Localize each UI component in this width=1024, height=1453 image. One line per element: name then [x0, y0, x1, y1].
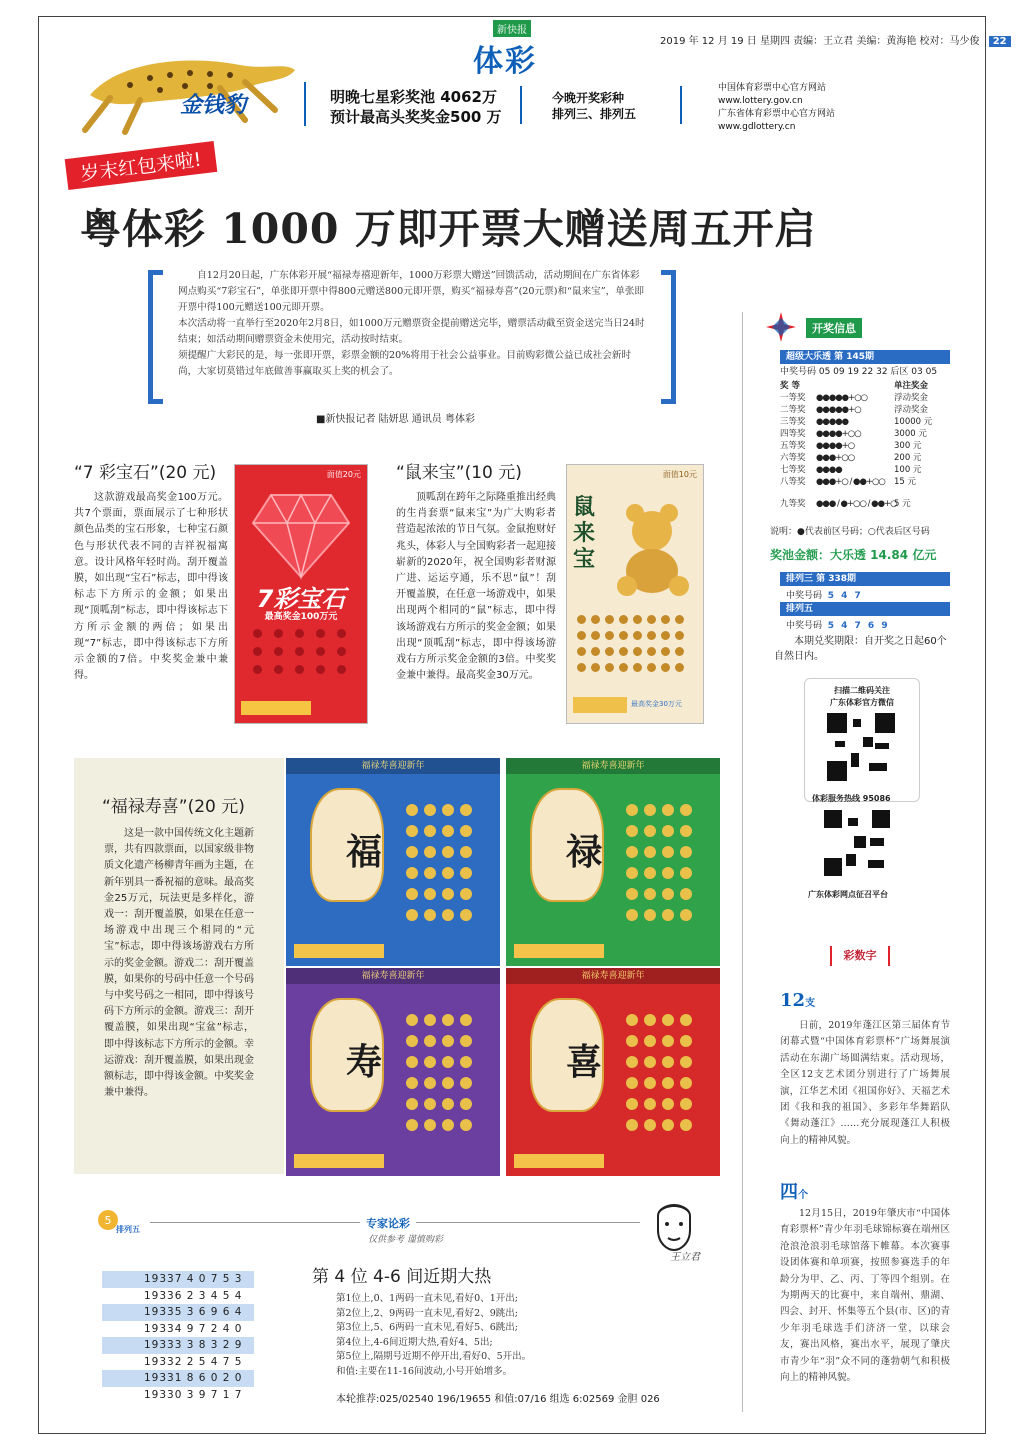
- number-value: 四: [780, 1182, 798, 1203]
- prize-balls: ●●●●●+○: [816, 405, 861, 415]
- analysis-line: 第3位上,5、6两码一直未见,看好5、6跳出;: [336, 1322, 518, 1333]
- prize-name: 二等奖: [780, 405, 806, 415]
- claim-period: 本期兑奖期限：自开奖之日起60个自然日内。: [774, 636, 947, 662]
- history-row: 19331 8 6 0 2 0: [102, 1370, 254, 1387]
- prize-row: [780, 428, 950, 440]
- article-body-fulu: 这是一款中国传统文化主题新票，共有四款票面，以国家级非物质文化遗产杨柳青年画为主题，在新年别具一番祝福的意味。最高奖金25万元，玩法更是多样化，游戏一：刮开覆盖膜，如果在任意一场游戏中出现三个相同的“元宝”标志，即中得该场游戏右方所示的奖金金额。游戏二：刮开覆盖膜，如果你的号码中任意一个号码与中奖号码之一相同，即中得该号码下方所示的金额。游戏三：刮开覆盖膜，如果出现“宝盆”标志，即中得该标志下方所示的金额。幸运游戏：刮开覆盖膜，如果出现金额标志，即中得该金额。中奖奖金兼中兼得。: [104, 828, 254, 1099]
- ticket-price: 面值10元: [662, 470, 697, 479]
- prize-header-name: 奖 等: [780, 381, 800, 391]
- prize-name: 三等奖: [780, 417, 806, 427]
- service-hotline: 体彩服务热线 95086: [812, 794, 891, 803]
- prize-name: 五等奖: [780, 441, 806, 451]
- page-number: 22: [989, 36, 1011, 47]
- prize-balls: ●●●●+○○: [816, 429, 861, 439]
- prize-name: 四等奖: [780, 429, 806, 439]
- ticket-subtitle: 最高奖金100万元: [264, 612, 338, 622]
- main-headline: 粤体彩 1000 万即开票大赠送周五开启: [80, 205, 817, 253]
- prize-value: 3000 元: [894, 429, 927, 439]
- lottery-star-icon: [764, 310, 798, 344]
- p3-result: [786, 588, 863, 601]
- p3-bar: 排列三 第 338期: [780, 572, 950, 586]
- ticket-lu: [506, 758, 720, 966]
- article-title-rat: “鼠来宝”(10 元): [396, 463, 522, 483]
- jackpot-pool: 奖池金额：大乐透 14.84 亿元: [770, 548, 937, 562]
- prize-balls: ●●●●+○: [816, 441, 855, 451]
- ticket-band: 福禄寿喜迎新年: [506, 968, 720, 984]
- prize-balls: ●●● / ●+○○ / ●●+○: [816, 499, 897, 509]
- prize-header-value: 单注奖金: [894, 381, 929, 391]
- ticket-rat: [566, 464, 704, 724]
- expert-title: 专家论彩: [360, 1215, 416, 1231]
- prize-name: 一等奖: [780, 393, 806, 403]
- header-divider: [680, 86, 682, 124]
- analysis-line: 第1位上,0、1两码一直未见,看好0、1开出;: [336, 1293, 518, 1304]
- scratch-grid: [406, 1014, 472, 1131]
- bracket-left: [148, 270, 163, 404]
- expert-recommendation: 本轮推荐:025/02540 196/19655 和值:07/16 组选 6:02569 金胆 026: [336, 1394, 660, 1405]
- ticket-gem: [234, 464, 368, 724]
- qr-caption-line: 广东体彩官方微信: [830, 698, 894, 707]
- number-unit: 个: [798, 1190, 808, 1201]
- draw-info-tag: 开奖信息: [806, 318, 862, 338]
- pailie5-logo: [96, 1208, 142, 1238]
- section-badge: 新快报: [493, 20, 531, 37]
- prize-name: 八等奖: [780, 477, 806, 487]
- ticket-xi: [506, 968, 720, 1176]
- article-title-fulu: “福禄寿喜”(20 元): [102, 797, 245, 817]
- analysis-line: 和值:主要在11-16间波动,小号开始增多。: [336, 1365, 513, 1377]
- number-headline: [780, 1178, 808, 1204]
- prize-value: 10000 元: [894, 417, 933, 427]
- prize-row: [780, 416, 950, 428]
- site-name: 中国体育彩票中心官方网站: [718, 83, 827, 93]
- number-story: 12月15日，2019年肇庆市“中国体育彩票杯”青少年羽毛球锦标赛在端州区沧浪沧浪羽毛球馆落下帷幕。本次赛事设团体赛和单项赛，按照参赛选手的年龄分为甲、乙、丙、丁等四个组别。在为期两天的比赛中，来自端州、鼎湖、四会、封开、怀集等五个县(市、区)的青少年羽毛球选手们济济一堂，以球会友，赛出风格，赛出水平，展现了肇庆市青少年“羽”众不同的蓬勃朝气和积极向上的精神风貌。: [780, 1208, 950, 1384]
- ticket-glyph: 喜: [566, 1041, 603, 1083]
- prize-row: [780, 498, 950, 510]
- prize-row: [780, 464, 950, 476]
- ticket-name: 鼠来宝: [573, 495, 596, 572]
- lead-paragraph: 自12月20日起，广东体彩开展“福禄寿禧迎新年，1000万彩票大赠送”回馈活动，活动期间在广东省体彩网点购买“7彩宝石”，单张即开票中得800元赠送800元即开票，购买“福禄寿喜”(20元票)和“鼠来宝”，单张即开票中得100元赠送100元即开票。: [178, 270, 645, 313]
- tonight-draws: [552, 90, 636, 122]
- scratch-grid: [406, 804, 472, 921]
- tonight-label: 今晚开奖彩种: [552, 91, 625, 105]
- ticket-shou: [286, 968, 500, 1176]
- dateline: [660, 32, 1011, 47]
- prize-value: 300 元: [894, 441, 922, 451]
- official-sites: [718, 82, 835, 134]
- prize-value: 5 元: [894, 499, 911, 509]
- ticket-band: 福禄寿喜迎新年: [506, 758, 720, 774]
- recruit-platform: 广东体彩网点征召平台: [808, 890, 888, 899]
- jackpot-line: 预计最高头奖奖金500 万: [330, 108, 502, 126]
- editors-credit: 责编：王立君 美编：黄海艳 校对：马少俊: [793, 36, 980, 47]
- prize-row: [780, 452, 950, 464]
- number-unit: 支: [805, 998, 816, 1009]
- bracket-right: [661, 270, 676, 404]
- draw-history-table: [102, 1271, 254, 1403]
- prize-name: 六等奖: [780, 453, 806, 463]
- qr-caption-line: 扫描二维码关注: [834, 686, 890, 695]
- dlt-numbers: 中奖号码 05 09 19 22 32 后区 03 05: [780, 367, 938, 377]
- prize-balls: ●●●+○○: [816, 453, 855, 463]
- p5-numbers: 5 4 7 6 9: [827, 621, 890, 631]
- prize-balls: ●●●●●+○○: [816, 393, 868, 403]
- ticket-band: 福禄寿喜迎新年: [286, 968, 500, 984]
- column-divider: [742, 312, 743, 1412]
- history-row: 19332 2 5 4 7 5: [144, 1355, 243, 1368]
- p3-numbers: 5 4 7: [827, 591, 863, 601]
- number-value: 12: [780, 990, 806, 1011]
- site-url[interactable]: www.lottery.gov.cn: [718, 96, 803, 106]
- issue-date: 2019 年 12 月 19 日 星期四: [660, 36, 790, 47]
- expert-analysis: [336, 1292, 531, 1379]
- jackpot-line: 明晚七星彩奖池 4062万: [330, 88, 497, 106]
- scratch-strip: [294, 1154, 384, 1168]
- prize-note: 说明：●代表前区号码；○代表后区号码: [770, 527, 930, 537]
- jackpot-notice: [330, 87, 502, 127]
- prize-value: 100 元: [894, 465, 922, 475]
- kicker-label: 岁末红包来啦!: [65, 141, 217, 190]
- p5-result: [786, 618, 890, 631]
- ticket-fu: [286, 758, 500, 966]
- lead-text: [178, 268, 646, 380]
- scratch-strip: [514, 1154, 604, 1168]
- header-divider: [304, 82, 306, 126]
- pailie5-label: 排列五: [116, 1225, 140, 1234]
- lead-box: [148, 266, 676, 394]
- prize-balls: ●●●●●: [816, 417, 849, 427]
- prize-balls: ●●●●: [816, 465, 842, 475]
- scratch-grid: [577, 615, 684, 672]
- p5-label: 中奖号码: [786, 621, 823, 631]
- prize-value: 浮动奖金: [894, 405, 929, 415]
- ticket-subtitle: 最高奖金30万元: [631, 700, 682, 708]
- qr-code-icon[interactable]: [824, 810, 890, 876]
- scratch-grid: [626, 804, 692, 921]
- dlt-bar: 超级大乐透 第 145期: [780, 350, 950, 364]
- qr-code-icon[interactable]: [827, 713, 895, 781]
- svg-text:5: 5: [104, 1214, 112, 1227]
- prize-row: [780, 392, 950, 404]
- prize-value: 浮动奖金: [894, 393, 929, 403]
- tonight-games: 排列三、排列五: [552, 107, 637, 121]
- analysis-line: 第2位上,2、9两码一直未见,看好2、9跳出;: [336, 1307, 518, 1319]
- analysis-line: 第5位上,隔期号近期不停开出,看好0、5开出。: [336, 1351, 532, 1362]
- ticket-band: 福禄寿喜迎新年: [286, 758, 500, 774]
- article-body-gem: 这款游戏最高奖金100万元。共7个票面，票面展示了七种形状颜色品类的宝石形象，七种宝石颜色与形状代表不同的吉祥祝福寓意。设计风格年轻时尚。刮开覆盖膜，如出现“宝石”标志，即中得该标志下方所示的金额；如果出现“顶呱刮”标志，即中得该标志下方所示金额的两倍；如果出现“7”标志，即中得该标志下方所示金额的7倍。中奖奖金兼中兼得。: [74, 492, 228, 682]
- gem-icon: [249, 487, 353, 583]
- ticket-glyph: 福: [346, 831, 383, 873]
- lead-paragraph: 须提醒广大彩民的是，每一张即开票，彩票金额的20%将用于社会公益事业。目前购彩微公益已成社会新时尚，大家切莫错过年底做善事赢取买上奖的机会了。: [178, 350, 632, 377]
- prize-row: [780, 440, 950, 452]
- wechat-qr-panel: [804, 678, 920, 802]
- number-story: 日前，2019年蓬江区第三届体育节闭幕式暨“中国体育彩票杯”广场舞展演活动在东湖广场圆满结束。活动现场，全区12支艺术团分别进行了广场舞展演，江华艺术团《祖国你好》、天福艺术团《我和我的祖国》、多彩年华舞蹈队《舞动蓬江》……充分展现蓬江人积极向上的精神风貌。: [780, 1020, 950, 1146]
- scratch-strip: [294, 944, 384, 958]
- section-title: 体彩: [473, 44, 537, 79]
- golden-mouse-icon: [607, 491, 697, 601]
- scratch-strip: [241, 701, 311, 715]
- lead-paragraph: 本次活动将一直举行至2020年2月8日，如1000万元赠票资金提前赠送完毕，赠票活动截至资金送完当日24时结束；如活动期间赠票资金未使用完，活动按时结束。: [178, 318, 645, 345]
- article-body-rat: 顶呱刮在跨年之际隆重推出经典的生肖套票“鼠来宝”为广大购彩者营造起浓浓的节日气氛。金鼠抱财好兆头，体彩人与全国购彩者一起迎接崭新的2020年，祝全国购彩者财源广进、运运亨通，乐不思“鼠”！刮开覆盖膜，在任意一场游戏中，如果出现两个相同的“鼠”标志，即中得该场游戏右方所示的奖金金额；如果出现“顶呱刮”标志，即中得该场游戏右方所示奖金金额的3倍。中奖奖金兼中兼得。最高奖金30万元。: [396, 492, 556, 682]
- ticket-glyph: 寿: [346, 1041, 383, 1083]
- analysis-line: 第4位上,4-6间近期大热,看好4、5出;: [336, 1336, 493, 1348]
- brand-name: 金钱豹: [180, 92, 247, 118]
- scratch-grid: [253, 629, 346, 674]
- site-name: 广东省体育彩票中心官方网站: [718, 109, 836, 119]
- expert-signature: 王立君: [670, 1252, 700, 1263]
- prize-value: 200 元: [894, 453, 922, 463]
- history-row: 19330 3 9 7 1 7: [144, 1388, 243, 1401]
- prize-balls: ●●●+○ / ●●+○○: [816, 477, 885, 487]
- history-row: 19333 3 8 3 2 9: [102, 1337, 254, 1354]
- header-divider: [520, 86, 522, 124]
- numbers-column-tag: 彩数字: [830, 946, 890, 966]
- p5-bar: 排列五: [780, 602, 950, 616]
- p3-label: 中奖号码: [786, 591, 823, 601]
- history-row: 19335 3 6 9 6 4: [102, 1304, 254, 1321]
- history-row: 19337 4 0 7 5 3: [102, 1271, 254, 1288]
- ticket-name: 7彩宝石: [256, 585, 346, 613]
- ticket-price: 面值20元: [326, 470, 361, 479]
- byline: ■新快报记者 陆妍思 通讯员 粤体彩: [316, 414, 475, 425]
- prize-value: 15 元: [894, 477, 917, 487]
- scratch-grid: [626, 1014, 692, 1131]
- expert-headline: 第 4 位 4-6 间近期大热: [312, 1267, 492, 1287]
- article-title-gem: “7 彩宝石”(20 元): [74, 463, 217, 483]
- prize-row: [780, 404, 950, 416]
- prize-name: 九等奖: [780, 499, 806, 509]
- site-url[interactable]: www.gdlottery.cn: [718, 122, 796, 132]
- expert-portrait-icon: [644, 1194, 704, 1256]
- prize-name: 七等奖: [780, 465, 806, 475]
- history-row: 19334 9 7 2 4 0: [144, 1322, 243, 1335]
- scratch-strip: [573, 697, 627, 713]
- expert-subtitle: 仅供参考 谨慎购彩: [368, 1235, 443, 1245]
- number-headline: [780, 990, 815, 1011]
- prize-row: [780, 476, 950, 488]
- qr-caption: [805, 685, 919, 709]
- prize-header: [780, 380, 950, 392]
- scratch-strip: [514, 944, 604, 958]
- history-row: 19336 2 3 4 5 4: [144, 1289, 243, 1302]
- ticket-glyph: 禄: [566, 831, 603, 873]
